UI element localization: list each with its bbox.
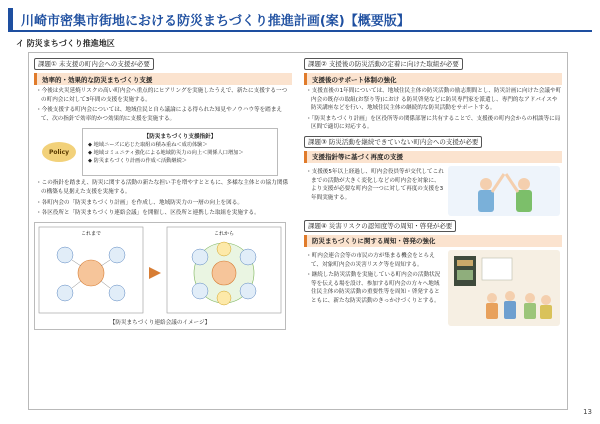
right-column [304, 58, 562, 326]
task3-bullet-1: ・支援後5年以上経過し、町内会役員等が交代してこれまでの活動が大きく変化しなどの町内会を対象に、より支援が必要な町内会一つに対して再度の支援を3年間実施する。 [306, 168, 444, 201]
task4-bullet-2: ・継続した防災活動を実施している町内会の活動状況等を伝える場を設け、参加する町内会の方々へ地域住民主体の防災活動の重要性等を周知・啓発するとともに、新たな防災活動のきっかけづくりとする。 [306, 272, 441, 304]
page-title: 川崎市密集市街地における防災まちづくり推進計画(案)【概要版】 [21, 13, 410, 29]
policy-item-2: ◆ 地域コミュニティ強化による地域防災力の向上＜関係人口増加＞ [88, 149, 244, 156]
task1-theme: 効率的・効果的な防災まちづくり支援 [34, 73, 292, 85]
task4-row [304, 250, 562, 326]
policy-content [82, 128, 278, 176]
task1-bullet-1: ・今後は火災延焼リスクの高い町内会へ重点的にヒアリングを実施したうえで、新たに支援する一つの町内会に対して3年間の支援を実施する。 [36, 88, 288, 103]
before-center-node [78, 260, 104, 286]
task3-illustration [448, 166, 560, 216]
after-node-4 [240, 283, 256, 299]
diagram-caption: 【防災まちづくり連絡会議のイメージ】 [109, 319, 211, 326]
before-node-3 [57, 285, 73, 301]
task1-head [34, 58, 292, 70]
before-label: これまで [80, 230, 102, 237]
task3-head [304, 136, 562, 148]
policy-box [34, 127, 292, 177]
task4-bullet-1: ・町内会連合会等の市民の方が集まる機会をとらえて、対象町内会の災害リスク等を周知する。 [306, 252, 435, 268]
task3-tag: 課題③ 防災活動を継続できていない町内会への支援が必要 [304, 136, 482, 148]
task4-theme: 防災まちづくりに関する周知・啓発の強化 [304, 235, 562, 247]
task1-bullet-4: ・各町内会の「防災まちづくり計画」を作成し、地域防災力の一層の向上を図る。 [36, 199, 243, 206]
task3-theme: 支援指針等に基づく再度の支援 [304, 151, 562, 163]
after-node-5 [217, 242, 231, 256]
high-five-illustration [448, 166, 560, 216]
after-center-node [212, 261, 236, 285]
task1-bullet-2: ・今後支援する町内会については、地域住民と自ら議論による得られた知見やノウハウ等を踏まえて、次の指針で効率的かつ効果的に支援を実施する。 [36, 107, 283, 122]
after-node-3 [192, 283, 208, 299]
task3-row [304, 166, 562, 216]
task2-head [304, 58, 562, 70]
left-column [34, 58, 292, 330]
diagram-svg [35, 223, 285, 319]
task2-bullet-1: ・支援直後の1年間については、地域住民主体の防災活動の励志期間とし、防災計画に向けた会議や町内会の既存の取組(お祭り等)におけ る防災啓発などに防災専門家を派遣し、専門的なアドバイスや防災講座などを行い、地域住民主体の継続的な防災活動をサポートする。 [306, 88, 562, 112]
task2-bullet-2: ・「防災まちづくり計画」を区役所等の関係部署に共有することで、支援後の町内会からの相談等に局区間で適切に対応する。 [306, 115, 561, 131]
task4-tag: 課題④ 災害リスクの認知度等の周知・啓発が必要 [304, 220, 456, 232]
liaison-meeting-diagram [34, 222, 286, 330]
task4-text [304, 250, 444, 326]
before-node-4 [109, 285, 125, 301]
before-node-2 [109, 247, 125, 263]
before-node-1 [57, 247, 73, 263]
task2-tag: 課題② 支援後の防災活動の定着に向けた取組が必要 [304, 58, 463, 70]
task1-bullet-3: ・この指針を踏まえ、防災に関する活動の新たな担い手を増やすとともに、多様な主体との協力関係の構築も見据えた支援を実施する。 [36, 180, 289, 195]
after-node-2 [240, 249, 256, 265]
task2-theme: 支援後のサポート体制の強化 [304, 73, 562, 85]
meeting-illustration [448, 250, 560, 326]
page-number: 13 [583, 408, 592, 416]
title-bar [8, 8, 592, 32]
task4-photo [448, 250, 560, 326]
after-node-6 [217, 291, 231, 305]
arrow-icon [149, 267, 161, 279]
after-node-1 [192, 249, 208, 265]
task1-tag: 課題① 未支援の町内会への支援が必要 [34, 58, 154, 70]
policy-title: 【防災まちづくり支援指針】 [143, 134, 217, 141]
policy-badge: Policy [42, 142, 76, 162]
task4-head [304, 220, 562, 232]
policy-item-3: ◆ 防災まちづくり計画の作成＜活動継続＞ [88, 157, 187, 164]
after-label: これから [213, 230, 235, 237]
task1-bullet-5: ・各区役所と「防災まちづくり連絡会議」を開催し、区役所と連携した取組を実施する。 [36, 210, 260, 217]
task3-text [304, 166, 444, 216]
policy-item-1: ◆ 地域ニーズに応じた取組の積み重ね＜成功体験＞ [88, 142, 208, 149]
section-label: イ 防災まちづくり推進地区 [16, 39, 115, 48]
